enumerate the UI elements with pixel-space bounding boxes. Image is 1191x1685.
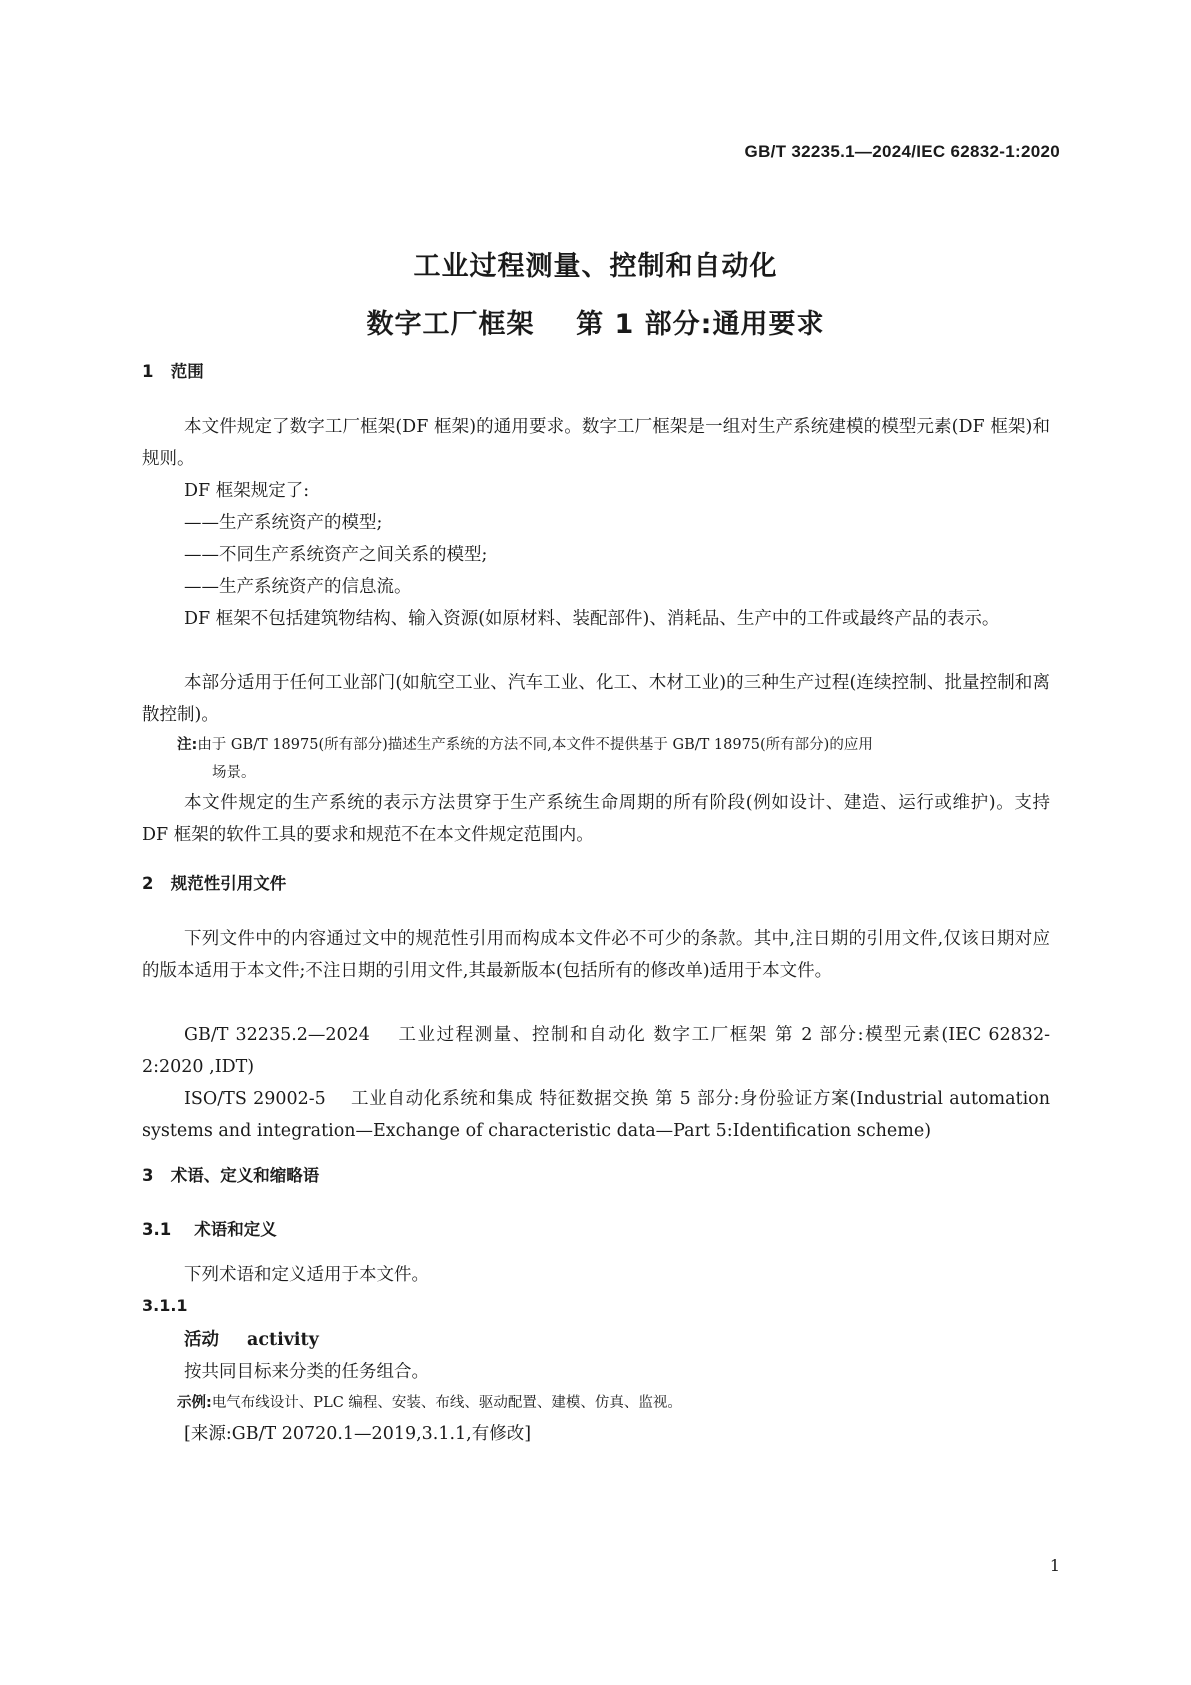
section-1-paragraph-2: DF 框架规定了: bbox=[184, 481, 310, 501]
term-number: 3.1.1 bbox=[142, 1296, 188, 1315]
reference-code: GB/T 32235.2—2024 bbox=[184, 1025, 399, 1045]
section-2-heading: 2 规范性引用文件 bbox=[142, 874, 287, 893]
term-source: [来源:GB/T 20720.1—2019,3.1.1,有修改] bbox=[184, 1424, 532, 1444]
term-definition: 按共同目标来分类的任务组合。 bbox=[184, 1362, 429, 1382]
note-text: 由于 GB/T 18975(所有部分)描述生产系统的方法不同,本文件不提供基于 GB/T 18975(所有部分)的应用 bbox=[197, 737, 873, 753]
term-english: activity bbox=[247, 1330, 319, 1350]
list-item: ——生产系统资产的信息流。 bbox=[184, 577, 412, 597]
note bbox=[177, 731, 1059, 759]
title-line-1: 工业过程测量、控制和自动化 bbox=[413, 251, 778, 282]
section-1-paragraph-4: 本部分适用于任何工业部门(如航空工业、汽车工业、化工、木材工业)的三种生产过程(连续控制、批量控制和离散控制)。 bbox=[142, 673, 1050, 725]
normative-reference bbox=[142, 1083, 1050, 1147]
document-title bbox=[0, 238, 1191, 354]
reference-title: 工业过程测量、控制和自动化 数字工厂框架 第 2 部分:模型元素(IEC 62832-2:2020 ,IDT) bbox=[142, 1025, 1050, 1077]
section-3-intro: 下列术语和定义适用于本文件。 bbox=[184, 1265, 429, 1285]
section-2-paragraph-1: 下列文件中的内容通过文中的规范性引用而构成本文件必不可少的条款。其中,注日期的引用文件,仅该日期对应的版本适用于本文件;不注日期的引用文件,其最新版本(包括所有的修改单)适用于本文件。 bbox=[142, 929, 1050, 981]
reference-title: 工业自动化系统和集成 特征数据交换 第 5 部分:身份验证方案(Industrial automation systems and integration—Exchange of characteristic data—Part 5:Identification scheme) bbox=[142, 1089, 1050, 1141]
section-1-paragraph-1: 本文件规定了数字工厂框架(DF 框架)的通用要求。数字工厂框架是一组对生产系统建模的模型元素(DF 框架)和规则。 bbox=[142, 417, 1050, 469]
normative-reference bbox=[142, 1019, 1050, 1083]
section-3-heading: 3 术语、定义和缩略语 bbox=[142, 1166, 320, 1185]
example bbox=[177, 1391, 682, 1412]
title-line-2: 数字工厂框架 第 1 部分:通用要求 bbox=[366, 309, 825, 340]
term-chinese: 活动 bbox=[184, 1330, 219, 1350]
term-entry bbox=[184, 1326, 319, 1351]
example-label: 示例: bbox=[177, 1395, 212, 1411]
section-1-paragraph-3: DF 框架不包括建筑物结构、输入资源(如原材料、装配部件)、消耗品、生产中的工件或最终产品的表示。 bbox=[184, 609, 1000, 629]
note-label: 注: bbox=[177, 737, 198, 753]
standard-code: GB/T 32235.1—2024/IEC 62832-1:2020 bbox=[744, 142, 1060, 161]
subsection-3-1-heading: 3.1 术语和定义 bbox=[142, 1220, 277, 1239]
list-item: ——不同生产系统资产之间关系的模型; bbox=[184, 545, 488, 565]
note-continuation: 场景。 bbox=[212, 765, 256, 781]
page-number: 1 bbox=[1049, 1556, 1060, 1575]
example-text: 电气布线设计、PLC 编程、安装、布线、驱动配置、建模、仿真、监视。 bbox=[211, 1395, 682, 1411]
reference-code: ISO/TS 29002-5 bbox=[184, 1089, 351, 1109]
list-item: ——生产系统资产的模型; bbox=[184, 513, 383, 533]
section-1-heading: 1 范围 bbox=[142, 362, 204, 381]
section-1-paragraph-5: 本文件规定的生产系统的表示方法贯穿于生产系统生命周期的所有阶段(例如设计、建造、运行或维护)。支持 DF 框架的软件工具的要求和规范不在本文件规定范围内。 bbox=[142, 793, 1050, 845]
